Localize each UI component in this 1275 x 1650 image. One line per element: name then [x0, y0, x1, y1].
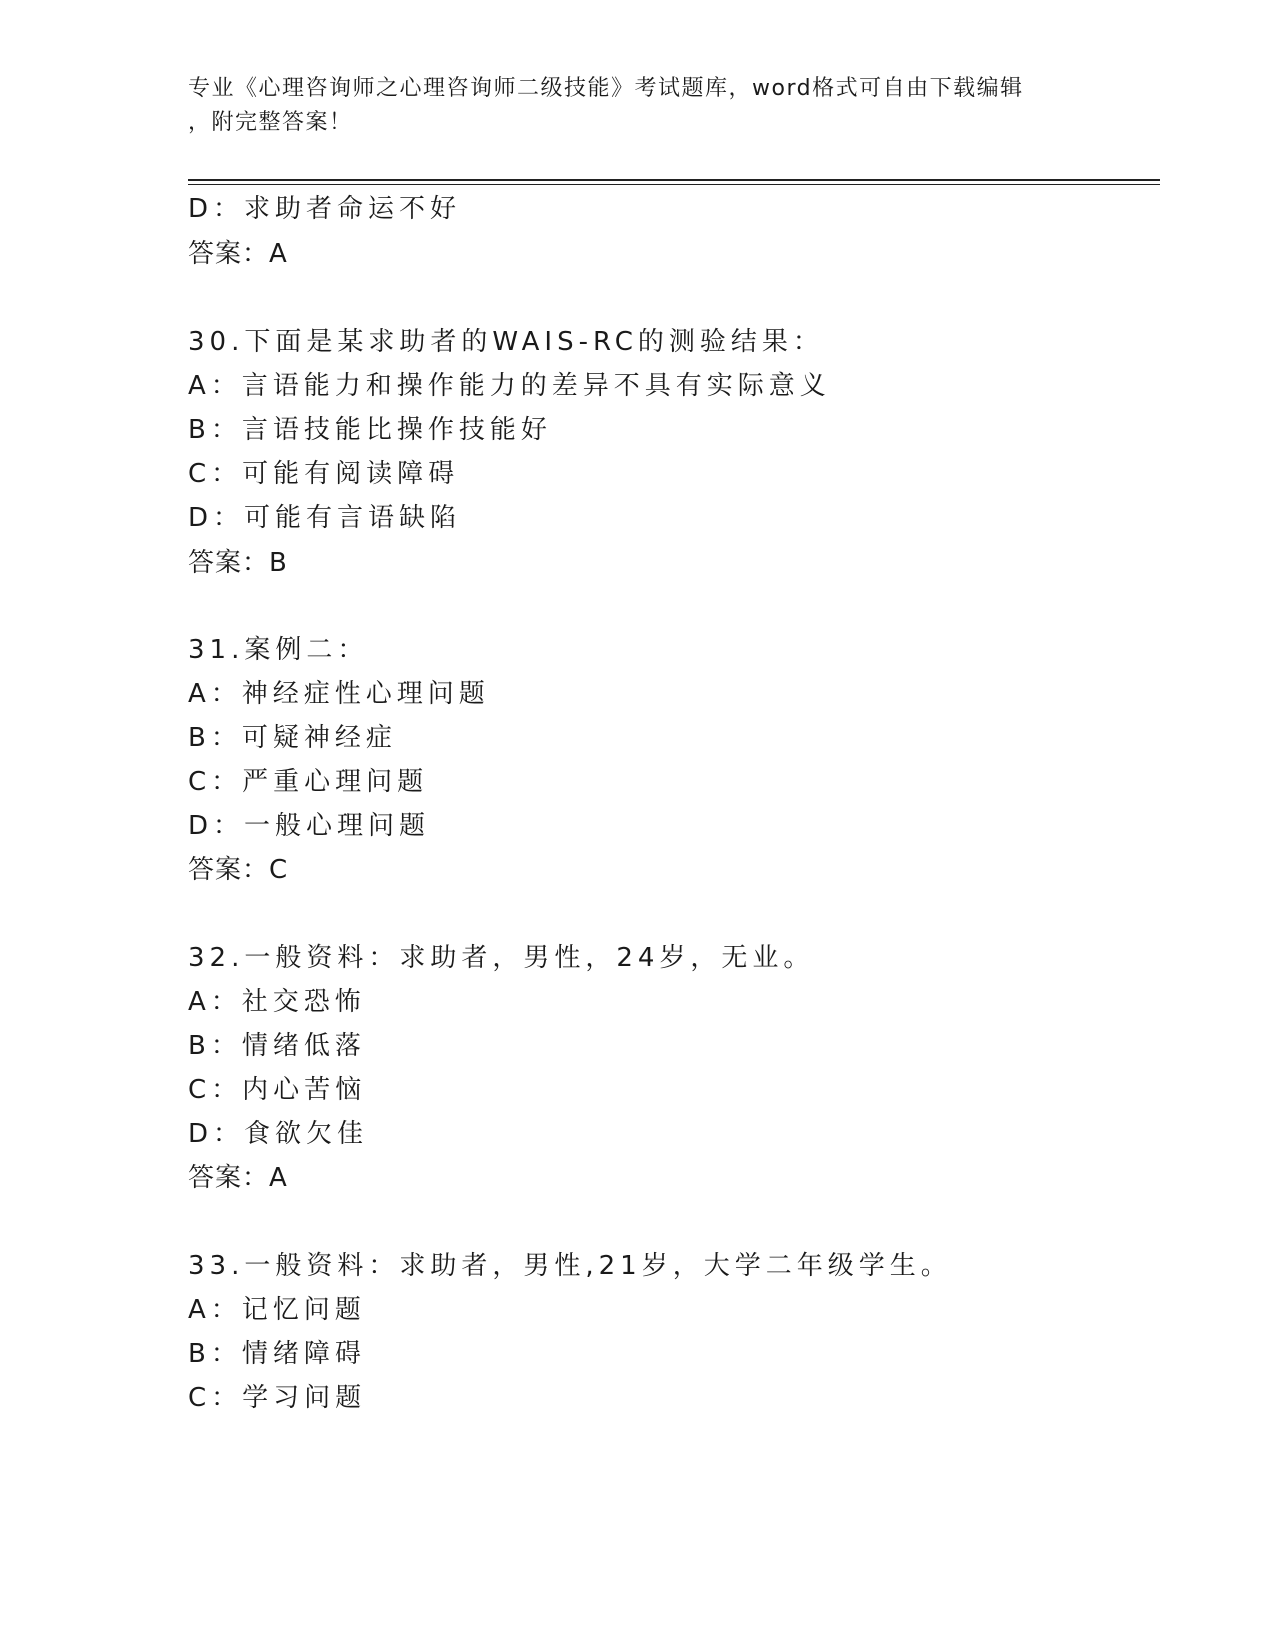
question-stem: 33.一般资料：求助者，男性,21岁，大学二年级学生。: [188, 1251, 952, 1281]
option-d: D：求助者命运不好: [188, 194, 462, 224]
option-d: D：一般心理问题: [188, 811, 431, 841]
option-a: A：社交恐怖: [188, 987, 366, 1017]
option-a: A：记忆问题: [188, 1295, 366, 1325]
option-c: C：可能有阅读障碍: [188, 459, 460, 489]
option-c: C：学习问题: [188, 1383, 367, 1413]
option-b: B：情绪障碍: [188, 1339, 366, 1369]
option-d: D：食欲欠佳: [188, 1119, 369, 1149]
header-line-1: 专业《心理咨询师之心理咨询师二级技能》考试题库，word格式可自由下载编辑: [188, 76, 1024, 101]
option-b: B：情绪低落: [188, 1031, 366, 1061]
question-stem: 31.案例二：: [188, 635, 369, 665]
answer-label: 答案：A: [188, 239, 288, 269]
answer-label: 答案：B: [188, 548, 288, 578]
question-stem: 30.下面是某求助者的WAIS-RC的测验结果：: [188, 327, 824, 357]
answer-label: 答案：A: [188, 1163, 288, 1193]
document-header: [188, 72, 1088, 140]
question-stem: 32.一般资料：求助者，男性，24岁，无业。: [188, 943, 815, 973]
option-a: A：言语能力和操作能力的差异不具有实际意义: [188, 371, 831, 401]
answer-label: 答案：C: [188, 855, 289, 885]
header-divider-thick: [188, 179, 1160, 181]
header-line-2: ，附完整答案！: [188, 110, 353, 135]
option-c: C：内心苦恼: [188, 1075, 367, 1105]
option-b: B：可疑神经症: [188, 723, 397, 753]
option-d: D：可能有言语缺陷: [188, 503, 462, 533]
option-a: A：神经症性心理问题: [188, 679, 490, 709]
header-divider-thin: [188, 184, 1160, 185]
option-c: C：严重心理问题: [188, 767, 429, 797]
option-b: B：言语技能比操作技能好: [188, 415, 552, 445]
